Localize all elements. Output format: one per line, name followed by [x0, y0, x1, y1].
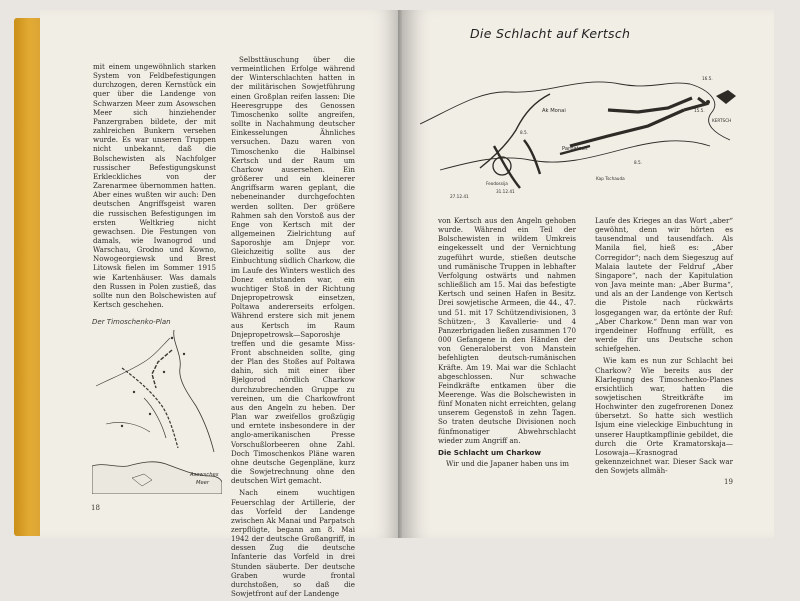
- paragraph: von Kertsch aus den Angeln gehoben wurde. Während ein Teil der Bolschewisten in wildem Umkreis eingekesselt und der Vernichtung zugeführt wurde, stießen deutsche und rumänische Truppen in lebhafter Verfolgung ostwärts und nahmen schließlich am 15. Mai das befestigte Kertsch und seinen Hafen in Besitz. Drei sowjetische Armeen, die 44., 47. und 51. mit 17 Schützendivisionen, 3 Schützen-, 3 Kavallerie- und 4 Panzerbrigaden ließen zusammen 170 000 Gefangene in den Händen der von Generaloberst von Manstein befehligten deutsch-rumänischen Kräfte. Am 19. Mai war die Schlacht abgeschlossen. Nur schwache Feindkräfte entkamen über die Meerenge. Was die Bolschewisten in fünf Monaten nicht erreichten, gelang unserem Gegenstoß in zehn Tagen. So traten deutsche Divisionen noch fünfmonatiger Abwehrschlacht wieder zum Angriff an.: [438, 216, 576, 445]
- paragraph: Wir und die Japaner haben uns im: [446, 459, 569, 469]
- left-page-column-2: [231, 55, 355, 601]
- paragraph: Selbsttäuschung über die vermeintlichen Erfolge während der Winterschlachten hatten in der militärischen Sowjetführung einen Großplan reifen lassen: Die Heeresgruppe des Genossen Timoschenko sollte angreifen, sollte in Nachahmung deutscher Einkesselungen Ähnliches versuchen. Dazu waren von Timoschenko die Halbinsel Kertsch und der Raum um Charkow ausersehen. Ein größerer und ein kleinerer Angriffsarm waren geplant, die nebeneinander durchgefochten werden sollten. Der größere Rahmen sah den Vorstoß aus der Enge von Kertsch mit der allgemeinen Zielrichtung auf Saporoshje am Dnjepr vor. Gleichzeitig sollte aus der Einbuchtung südlich Charkow, die im Laufe des Winters westlich des Donez entstanden war, ein wuchtiger Stoß in der Richtung Dnjepropetrowsk einsetzen, Poltawa andererseits erfolgen. Während erstere sich mit jenem aus Kertsch im Raum Dnjepropetrowsk—Saporoshje treffen und die gesamte Miss-Front abschneiden sollte, ging der Plan des Stoßes auf Poltawa dahin, sich mit einer über Bjelgorod nördlich Charkow durchzubrechenden Gruppe zu vereinen, um die Charkowfront aus den Angeln zu heben. Der Plan war zweifellos großzügig und erntete insbesondere in der anglo-amerikanischen Presse Vorschußlorbeeren ohne Zahl. Doch Timoschenkos Pläne waren ohne deutsche Gegenpläne, kurz die Sowjetrechnung ohne den deutschen Wirt gemacht.: [231, 55, 355, 486]
- map-label-kap: Kap Tschauda: [596, 176, 625, 181]
- map-label-date: 31.12.41: [496, 189, 515, 194]
- map-label-ak-monai: Ak Monai: [542, 108, 566, 114]
- paragraph: Laufe des Krieges an das Wort „aber“ gewöhnt, denn wir hörten es tausendmal und tausendfach. Als Manila fiel, hieß es: „Aber Corregidor“; nach dem Siegeszug auf Malaia lautete der Feldruf „Aber Singapore“, nach der Kapitulation von Java meinte man: „Aber Burma“, und als an der Landenge von Kertsch die Pistole nach rückwärts losgegangen war, da ertönte der Ruf: „Aber Charkow.“ Denn man war von irgendeiner Hoffnung erfüllt, es werde für uns Deutsche schon schiefgehen.: [595, 216, 733, 354]
- map-label-date: 8.5.: [520, 130, 528, 135]
- left-page-column-1: [93, 62, 216, 312]
- map-label-feodossija: Feodossija: [486, 181, 508, 186]
- map-sea-label: Meer: [196, 480, 209, 486]
- timoschenko-map: [92, 318, 222, 496]
- map-label-date: 27.12.41: [450, 194, 469, 199]
- page-number: 19: [724, 478, 733, 486]
- map-sea-label: Asowsches: [190, 472, 219, 478]
- page-number: 18: [91, 504, 100, 512]
- right-page-column-2: [595, 216, 733, 478]
- map-label-date: 16.5.: [702, 76, 713, 81]
- paragraph: mit einem ungewöhnlich starken System von Feldbefestigungen durchzogen, deren Kernstück ein quer über die Landenge von Schwarzen Meer zum Asowschen Meer sich hinziehender Panzergraben bildete, der mit zahlreichen Bunkern versehen wurde. Es war unseren Truppen nicht unbekannt, daß die Bolschewisten als Nachfolger russischer Befestigungskunst Erkleckliches von der Zarenarmee übernommen hatten. Aber eines wußten wir auch: Den deutschen Angriffsgeist waren die russischen Befestigungen im ersten Weltkrieg nicht gewachsen. Die Festungen von damals, wie Iwanogrod und Warschau, Grodno und Kowno, Nowogeorgiewsk und Brest Litowsk fielen im Sommer 1915 wie Kartenhäuser. Was damals den Russen in Polen zustieß, das sollte nun den Bolschewisten auf Kertsch geschehen.: [93, 62, 216, 310]
- kertsch-map: [420, 50, 750, 200]
- map-label-parpatsch: Parpatsch: [562, 146, 588, 152]
- paragraph: Wie kam es nun zur Schlacht bei Charkow? Wie bereits aus der Klarlegung des Timoschenko-Planes ersichtlich war, hatten die sowjetischen Streitkräfte im Hochwinter den zugefrorenen Donez übersetzt. So hatte sich westlich Isjum eine vieleckige Einbuchtung in unserer Hauptkampflinie gebildet, die durch die Orte Kramatorskaja—Losowaja—Krasnograd gekennzeichnet war. Dieser Sack war den Sowjets allmäh-: [595, 356, 733, 476]
- right-page-column-1: [438, 216, 576, 471]
- map-title: Der Timoschenko-Plan: [92, 318, 171, 326]
- subheading: Die Schlacht um Charkow: [438, 447, 542, 457]
- map-label-date: 8.5.: [634, 160, 642, 165]
- timoschenko-map-drawing: [92, 328, 222, 494]
- section-title: Die Schlacht auf Kertsch: [470, 26, 631, 41]
- paragraph: Nach einem wuchtigen Feuerschlag der Artillerie, der das Vorfeld der Landenge zwischen Ak Manai und Parpatsch zerpflügte, begann am 8. Mai 1942 der deutsche Großangriff, in dessen Zug die deutsche Infanterie das Vorfeld in drei Stunden säuberte. Der deutsche Graben wurde frontal durchstoßen, so daß die Sowjetfront auf der Landenge: [231, 488, 355, 599]
- map-label-kertsch: KERTSCH: [712, 118, 732, 123]
- map-label-date: 15.5.: [694, 108, 705, 113]
